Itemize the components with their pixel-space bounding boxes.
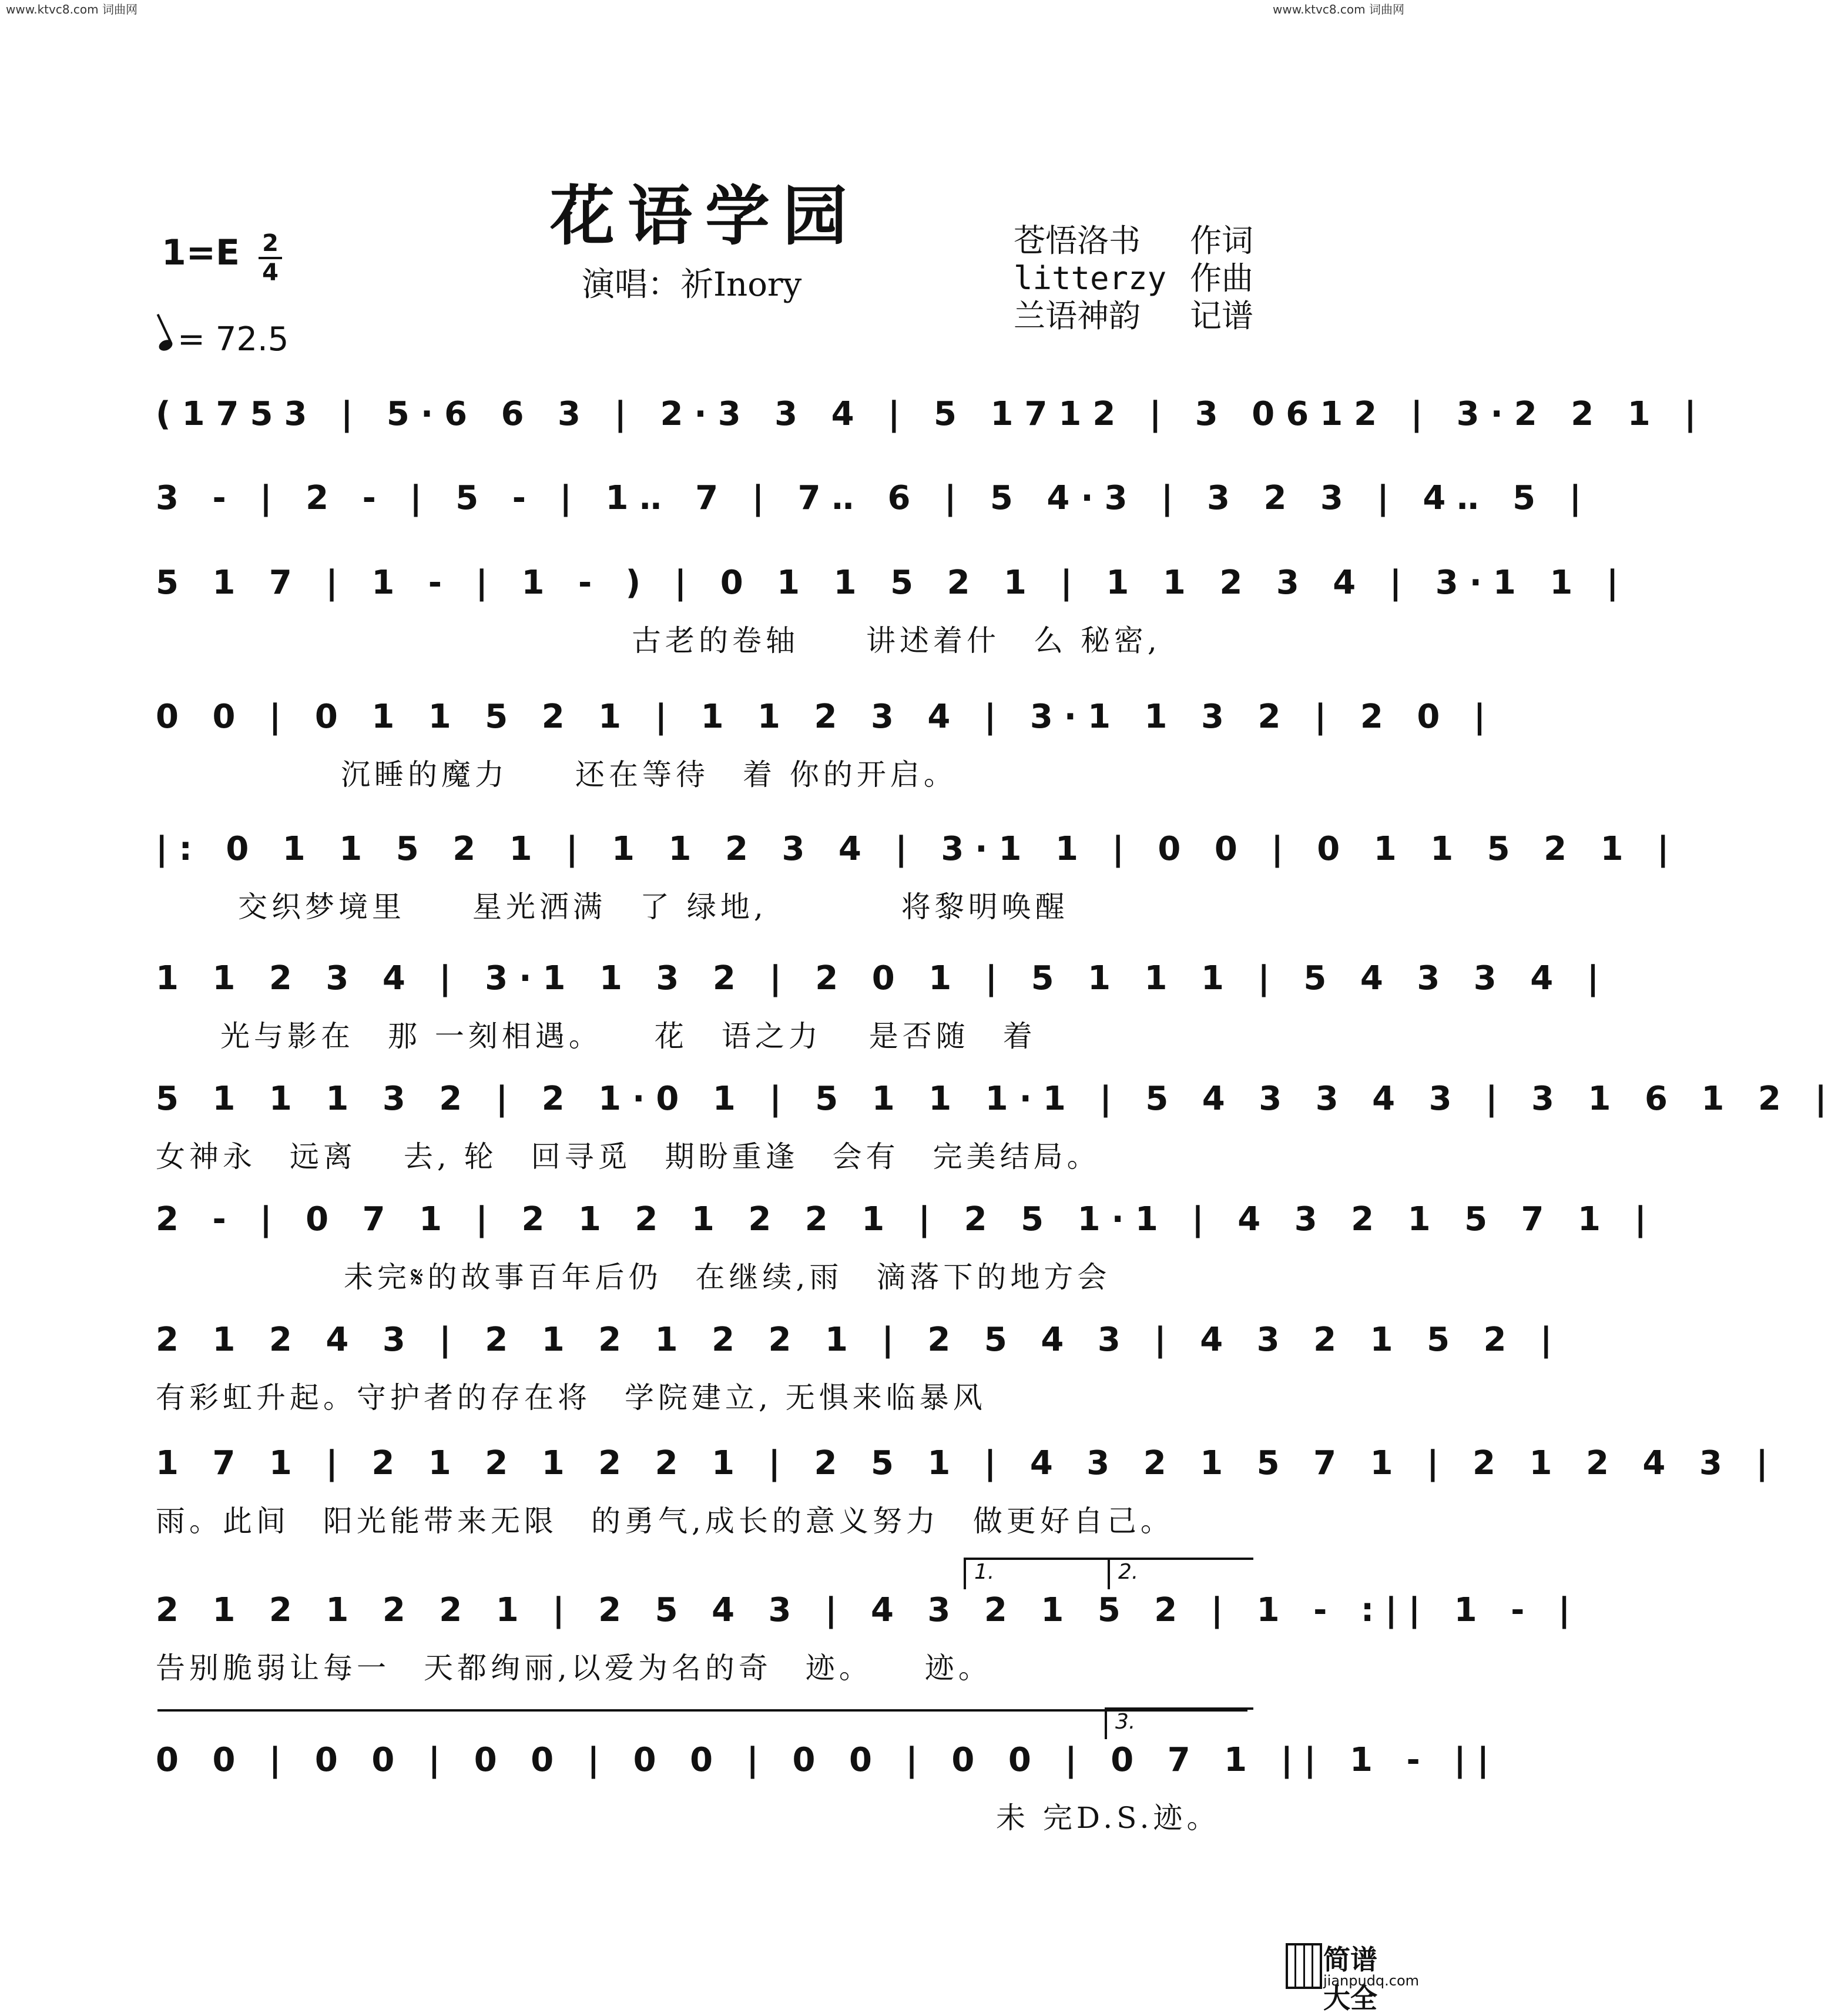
divider-line [157,1709,1247,1712]
credit-transcriber [1014,297,1253,335]
logo-title: 简谱大全 [1323,1944,1377,2014]
credit-lyrics [1014,222,1253,260]
tempo-value: = 72.5 [177,320,289,359]
notes: |: 0 1 1 5 2 1 | 1 1 2 3 4 | 3·1 1 | 0 0 | 0 1 1 5 2 1 | [156,830,1681,868]
time-top: 2 [262,230,279,257]
notes: 2 1 2 4 3 | 2 1 2 1 2 2 1 | 2 5 4 3 | 4 3 2 1 5 2 | [156,1321,1564,1359]
notes: 5 1 1 1 3 2 | 2 1·0 1 | 5 1 1 1·1 | 5 4 3 3 4 3 | 3 1 6 1 2 | [156,1080,1838,1118]
notes: 5 1 7 | 1 - | 1 - ) | 0 1 1 5 2 1 | 1 1 2 3 4 | 3·1 1 | [156,564,1630,602]
credit-role: 记谱 [1190,297,1253,334]
key-signature: 1=E [162,232,240,273]
score-row-11 [156,1581,1582,1685]
notes: 1 1 2 3 4 | 3·1 1 3 2 | 2 0 1 | 5 1 1 1 | 5 4 3 3 4 | [156,959,1611,997]
song-title: 花语学园 [550,178,860,254]
volta-label: 3. [1115,1710,1136,1734]
lyrics: 未 完D.S.迹。 [996,1801,1220,1835]
credit-name: 苍悟洛书 [1014,222,1141,259]
score-row-8 [156,1190,1658,1294]
tempo-marking [159,320,289,359]
time-bottom: 4 [262,259,279,286]
notes: 2 - | 0 7 1 | 2 1 2 1 2 2 1 | 2 5 1·1 | 4 3 2 1 5 7 1 | [156,1200,1658,1238]
header-right-site: www.ktvc8.com 词曲网 [1272,2,1404,16]
score-row-2 [156,469,1593,528]
singer: 演唱：祈Inory [582,266,802,304]
lyrics: 光与影在 那 一刻相遇。 花 语之力 是否随 着 [220,1019,1037,1053]
credit-name: 兰语神韵 [1014,297,1141,334]
lyrics: 告别脆弱让每一 天都绚丽,以爱为名的奇 迹。 迹。 [156,1651,992,1685]
score-row-9 [156,1311,1564,1415]
score-row-10 [156,1434,1779,1538]
lyrics: 未完𝄋的故事百年后仍 在继续,雨 滴落下的地方会 [344,1260,1111,1294]
volta-label: 1. [974,1560,995,1584]
lyrics: 交织梦境里 星光洒满 了 绿地, 将黎明唤醒 [238,890,1069,924]
score-row-12 [156,1731,1501,1835]
credit-composer [1014,260,1253,297]
lyrics: 女神永 远离 去, 轮 回寻觅 期盼重逢 会有 完美结局。 [156,1140,1101,1174]
score-row-6 [156,949,1611,1053]
logo-site: jianpudq.com [1323,1973,1420,1989]
score-row-5 [156,820,1681,924]
credits [1014,222,1253,335]
volta-label: 2. [1118,1560,1139,1584]
score-row-4 [156,688,1497,792]
quarter-note-icon [157,338,175,353]
piano-keys-icon [1286,1943,1322,1989]
notes: 0 0 | 0 0 | 0 0 | 0 0 | 0 0 | 0 0 | 0 7 1 || 1 - || [156,1741,1501,1779]
lyrics: 古老的卷轴 讲述着什 么 秘密, [632,624,1161,658]
score-row-7 [156,1070,1838,1174]
notes: (1753 | 5·6 6 3 | 2·3 3 4 | 5 1712 | 3 0612 | 3·2 2 1 | [156,395,1708,433]
notes: 1 7 1 | 2 1 2 1 2 2 1 | 2 5 1 | 4 3 2 1 5 7 1 | 2 1 2 4 3 | [156,1444,1779,1482]
notes: 3 - | 2 - | 5 - | 1‥ 7 | 7‥ 6 | 5 4·3 | 3 2 3 | 4‥ 5 | [156,479,1593,517]
site-logo [1286,1938,1420,2014]
lyrics: 沉睡的魔力 还在等待 着 你的开启。 [341,758,957,792]
notes: 0 0 | 0 1 1 5 2 1 | 1 1 2 3 4 | 3·1 1 3 2 | 2 0 | [156,698,1497,736]
header-left-site: www.ktvc8.com 词曲网 [6,2,138,16]
credit-name: litterzy [1014,260,1167,297]
score-row-1 [156,385,1708,444]
time-signature [259,231,282,285]
lyrics: 有彩虹升起。守护者的存在将 学院建立, 无惧来临暴风 [156,1381,987,1415]
notes: 2 1 2 1 2 2 1 | 2 5 4 3 | 4 3 2 1 5 2 | 1 - :|| 1 - | [156,1591,1582,1629]
credit-role: 作曲 [1190,260,1253,297]
score-row-3 [156,554,1630,658]
lyrics: 雨。此间 阳光能带来无限 的勇气,成长的意义努力 做更好自己。 [156,1504,1174,1538]
credit-role: 作词 [1190,222,1253,259]
